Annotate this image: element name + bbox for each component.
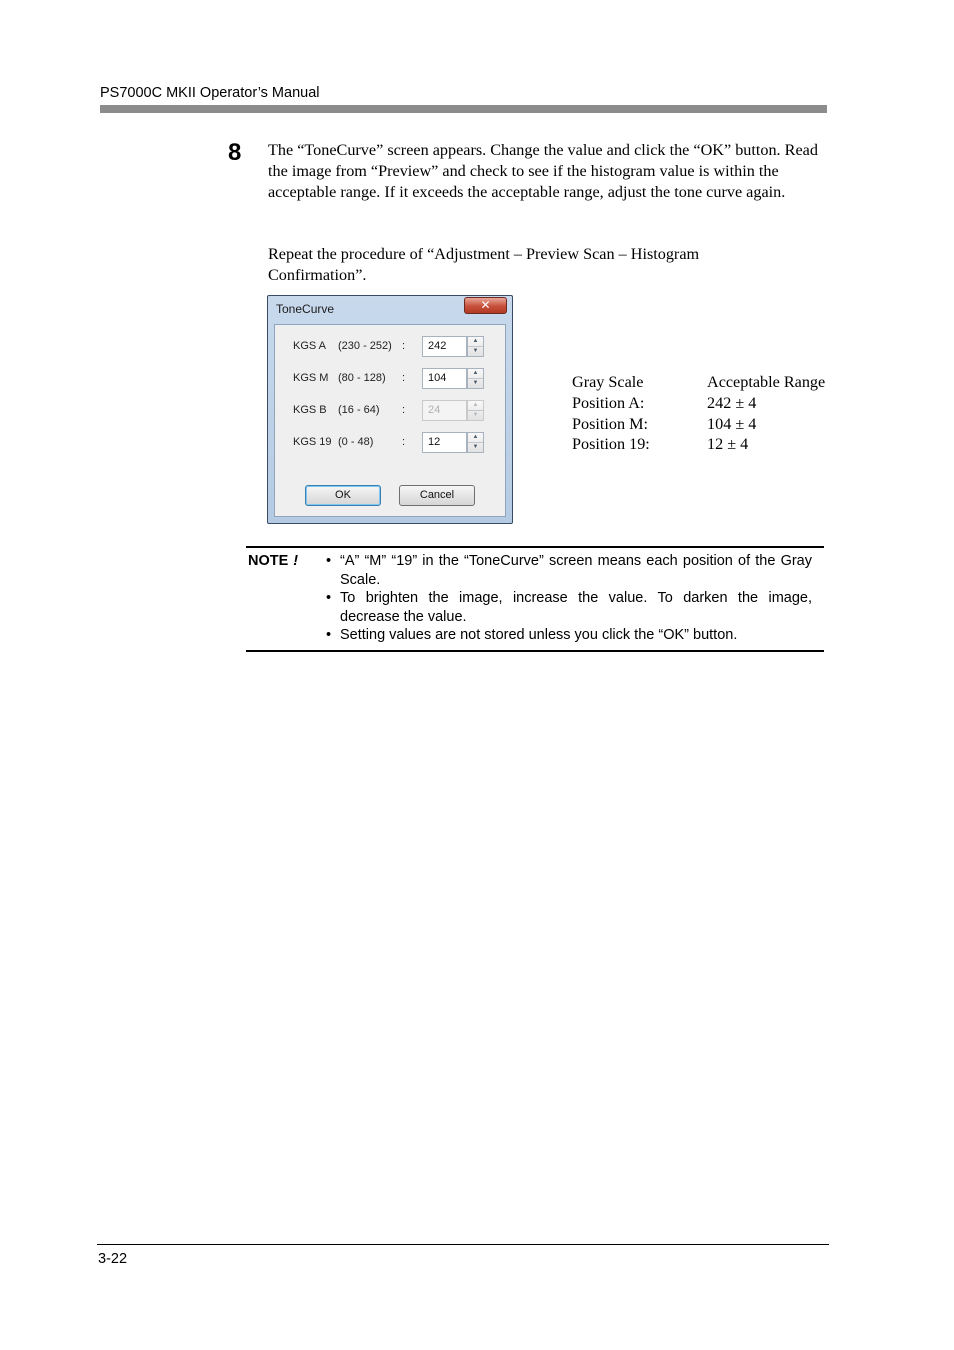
- note-item: [326, 552, 812, 589]
- kgs-19-row: [275, 432, 505, 454]
- spin-down-icon[interactable]: ▼: [472, 444, 479, 450]
- footer-rule: [97, 1244, 829, 1245]
- close-icon[interactable]: ✕: [464, 297, 507, 314]
- kgs-a-input[interactable]: 242: [422, 336, 467, 357]
- cancel-button[interactable]: Cancel: [399, 485, 475, 506]
- note-list: [326, 552, 812, 645]
- range-table-position-a: Position A:: [572, 394, 645, 412]
- kgs-b-input: 24: [422, 400, 467, 421]
- note-exclamation-icon: !: [293, 553, 299, 569]
- kgs-m-label: KGS M: [293, 372, 329, 384]
- kgs-b-spinner: [467, 400, 484, 421]
- range-table-position-m-range: 104 ± 4: [707, 415, 757, 433]
- step-instruction-paragraph: The “ToneCurve” screen appears. Change the value and click the “OK” button. Read the image from “Preview” and check to see if the histogram value is within the acceptable range. If it exceeds the acceptable range, adjust the tone curve again.: [268, 141, 818, 201]
- note-item-text: Setting values are not stored unless you click the “OK” button.: [340, 627, 738, 643]
- kgs-a-spinner[interactable]: [467, 336, 484, 357]
- dialog-title: ToneCurve: [276, 302, 335, 316]
- running-header-title: PS7000C MKII Operator’s Manual: [100, 85, 320, 101]
- kgs-19-colon: :: [402, 436, 406, 448]
- range-table-position-a-range: 242 ± 4: [707, 394, 757, 412]
- range-table-position-m: Position M:: [572, 415, 649, 433]
- note-label: [248, 553, 298, 569]
- header-rule: [100, 105, 827, 113]
- note-item-text: To brighten the image, increase the value. To darken the image, decrease the value.: [340, 590, 812, 625]
- note-item-text: “A” “M” “19” in the “ToneCurve” screen means each position of the Gray Scale.: [340, 553, 812, 588]
- kgs-b-label: KGS B: [293, 404, 327, 416]
- bullet-icon: •: [326, 627, 332, 643]
- step-number: 8: [228, 139, 242, 166]
- kgs-a-label: KGS A: [293, 340, 327, 352]
- kgs-19-spinner[interactable]: [467, 432, 484, 453]
- kgs-m-row: [275, 368, 505, 390]
- ok-button[interactable]: OK: [305, 485, 381, 506]
- range-table-position-19: Position 19:: [572, 435, 650, 453]
- kgs-m-range: (80 - 128): [338, 372, 386, 384]
- note-top-rule: [246, 546, 824, 548]
- spin-down-icon[interactable]: ▼: [472, 348, 479, 354]
- spin-down-icon[interactable]: ▼: [472, 380, 479, 386]
- bullet-icon: •: [326, 590, 332, 606]
- spin-up-icon[interactable]: ▲: [468, 337, 483, 347]
- note-item: [326, 589, 812, 626]
- kgs-b-range: (16 - 64): [338, 404, 380, 416]
- spin-down-icon: ▼: [472, 412, 479, 418]
- range-table-position-19-range: 12 ± 4: [707, 435, 749, 453]
- kgs-m-colon: :: [402, 372, 406, 384]
- kgs-19-range: (0 - 48): [338, 436, 374, 448]
- spin-up-icon[interactable]: ▲: [468, 369, 483, 379]
- page-number: 3-22: [98, 1251, 128, 1267]
- spin-up-icon: ▲: [468, 401, 483, 411]
- kgs-19-label: KGS 19: [293, 436, 332, 448]
- range-table-header-gray-scale: Gray Scale: [572, 373, 644, 391]
- kgs-a-colon: :: [402, 340, 406, 352]
- note-item: [326, 626, 812, 645]
- kgs-m-input[interactable]: 104: [422, 368, 467, 389]
- bullet-icon: •: [326, 553, 332, 569]
- tonecurve-dialog-screenshot: [267, 295, 513, 524]
- note-label-text: NOTE: [248, 553, 289, 569]
- kgs-m-spinner[interactable]: [467, 368, 484, 389]
- step-repeat-paragraph: Repeat the procedure of “Adjustment – Preview Scan – Histogram Confirmation”.: [268, 245, 700, 284]
- spin-up-icon[interactable]: ▲: [468, 433, 483, 443]
- kgs-19-input[interactable]: 12: [422, 432, 467, 453]
- kgs-a-range: (230 - 252): [338, 340, 392, 352]
- kgs-b-row: [275, 400, 505, 422]
- range-table-header-acceptable-range: Acceptable Range: [707, 373, 826, 391]
- dialog-client-area: [274, 324, 506, 517]
- kgs-b-colon: :: [402, 404, 406, 416]
- note-bottom-rule: [246, 650, 824, 652]
- kgs-a-row: [275, 336, 505, 358]
